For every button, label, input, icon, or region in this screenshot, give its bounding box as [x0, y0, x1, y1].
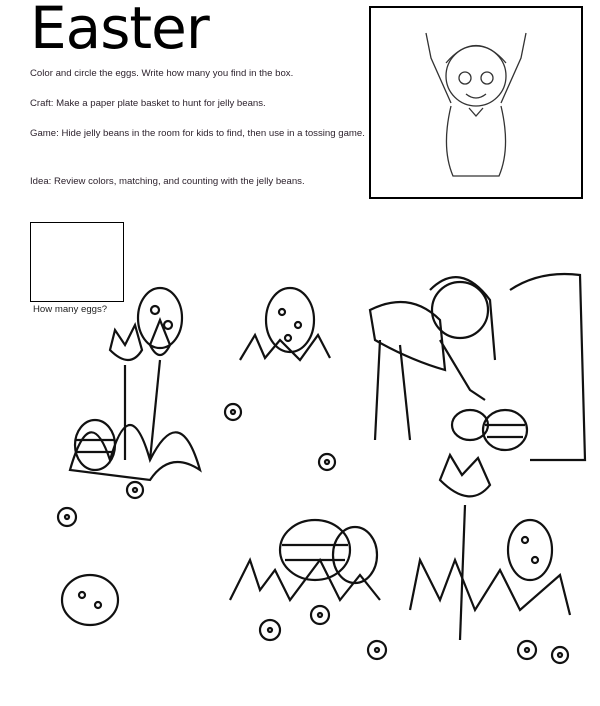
grass — [230, 560, 380, 600]
egg — [266, 288, 314, 352]
instruction-color: Color and circle the eggs. Write how many you find in the box. — [30, 68, 294, 79]
grass — [410, 560, 570, 615]
flower — [518, 641, 536, 659]
egg — [508, 520, 552, 580]
instruction-idea: Idea: Review colors, matching, and counting with the jelly beans. — [30, 176, 305, 187]
flower — [127, 482, 143, 498]
egg — [333, 527, 377, 583]
flower — [260, 620, 280, 640]
egg — [75, 420, 115, 470]
flower — [311, 606, 329, 624]
girl — [370, 277, 495, 440]
flower — [58, 508, 76, 526]
flower — [225, 404, 241, 420]
egg — [62, 575, 118, 625]
page-title: Easter — [30, 0, 209, 62]
bush — [510, 274, 585, 460]
instruction-game: Game: Hide jelly beans in the room for kids to find, then use in a tossing game. — [30, 128, 365, 139]
flower — [368, 641, 386, 659]
instruction-craft: Craft: Make a paper plate basket to hunt for jelly beans. — [30, 98, 266, 109]
tulip — [440, 455, 490, 640]
flower — [552, 647, 568, 663]
egg — [483, 410, 527, 450]
egg — [280, 520, 350, 580]
flower — [319, 454, 335, 470]
egg-count-label: How many eggs? — [33, 304, 108, 315]
tulip-cluster — [70, 320, 200, 480]
